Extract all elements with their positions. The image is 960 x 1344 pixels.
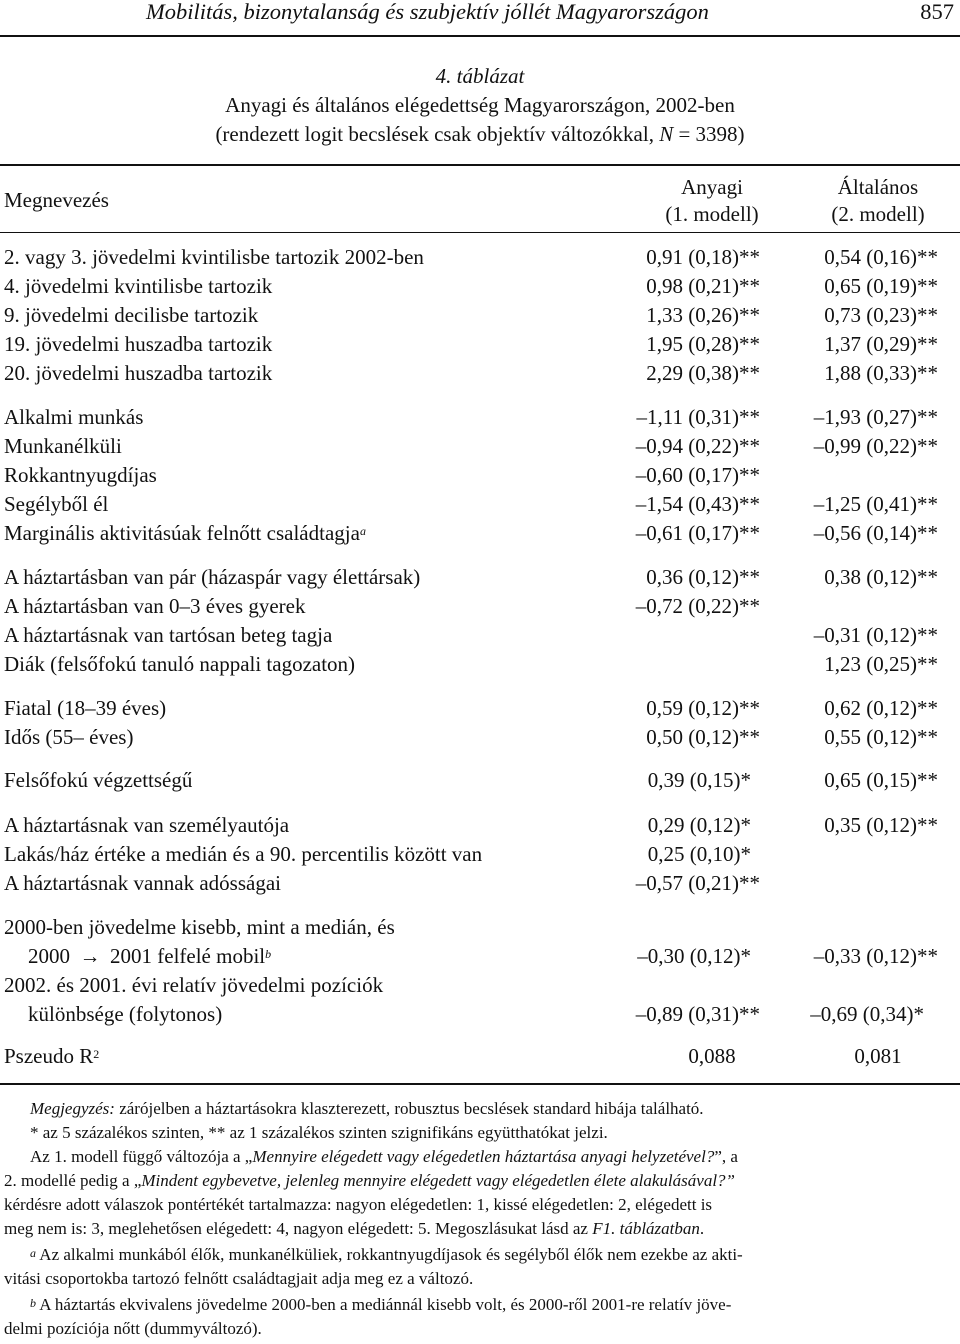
table-row: [0, 272, 960, 301]
table-row: [0, 563, 960, 592]
model1-value: 0,98 (0,21)**: [646, 274, 760, 298]
row-label: Felsőfokú végzettségű: [4, 768, 193, 792]
row-label: 2. vagy 3. jövedelmi kvintilisbe tartozik 2002-ben: [4, 245, 424, 269]
table-row: [0, 650, 960, 679]
note-line: [4, 1145, 958, 1169]
model2-value: 0,55 (0,12)**: [824, 725, 938, 749]
row-label: különbsége (folytonos): [28, 1002, 223, 1026]
model1-value: 0,088: [688, 1044, 736, 1068]
running-header: [0, 0, 960, 30]
col-header-model1: [632, 174, 792, 228]
table-row: [0, 694, 960, 723]
row-label: A háztartásban van 0–3 éves gyerek: [4, 594, 306, 618]
footnote-b: [4, 1293, 958, 1317]
table-row: [0, 519, 960, 548]
model1-value: 0,59 (0,12)**: [646, 696, 760, 720]
table-row: [0, 1042, 960, 1071]
model1-value: 1,33 (0,26)**: [646, 303, 760, 327]
table-row: [0, 403, 960, 432]
col-header-model1-line1: Anyagi: [681, 175, 743, 199]
model2-value: –0,69 (0,34)*: [810, 1002, 924, 1026]
table-row: [0, 1000, 960, 1029]
table-subtitle: (rendezett logit becslések csak objektív változókkal, N = 3398): [215, 122, 745, 146]
table-label: 4. táblázat: [435, 64, 525, 88]
model1-value: 2,29 (0,38)**: [646, 361, 760, 385]
row-label-year: 2000: [28, 944, 70, 968]
row-label: A háztartásnak van tartósan beteg tagja: [4, 623, 333, 647]
note-text: zárójelben a háztartásokra klaszterezett, robusztus becslések standard hibája található.: [114, 1099, 704, 1118]
table-row: [0, 766, 960, 795]
note-text: 2. modellé pedig a „: [4, 1171, 142, 1190]
table-row: [0, 490, 960, 519]
model2-value: 0,35 (0,12)**: [824, 813, 938, 837]
row-label: Rokkantnyugdíjas: [4, 463, 157, 487]
table-row: [0, 942, 960, 971]
row-label: 9. jövedelmi decilisbe tartozik: [4, 303, 259, 327]
note-text: A háztartás ekvivalens jövedelme 2000-ben a mediánnál kisebb volt, és 2000-ről 2001-re relatív jöve-: [36, 1295, 732, 1314]
note-line: [4, 1169, 958, 1193]
col-header-model2: [798, 174, 958, 228]
row-label: [28, 942, 271, 971]
model2-value: –1,25 (0,41)**: [813, 492, 938, 516]
model1-value: 0,50 (0,12)**: [646, 725, 760, 749]
note-line: delmi pozíciója nőtt (dummyváltozó).: [4, 1319, 262, 1338]
footnote-marker: b: [265, 947, 272, 961]
table-row: [0, 840, 960, 869]
model1-value: –0,30 (0,12)*: [637, 944, 751, 968]
model2-value: 0,081: [854, 1044, 902, 1068]
table-title: Anyagi és általános elégedettség Magyarországon, 2002-ben: [225, 93, 735, 117]
note-line: * az 5 százalékos szinten, ** az 1 százalékos szinten szignifikáns együtthatókat jelzi.: [30, 1123, 608, 1142]
note-text: Az 1. modell függő változója a „: [30, 1147, 253, 1166]
footnote-marker: b: [30, 1296, 36, 1310]
row-label: A háztartásban van pár (házaspár vagy élettársak): [4, 565, 421, 589]
row-label: [4, 1042, 99, 1071]
model2-value: 0,62 (0,12)**: [824, 696, 938, 720]
header-rule: [0, 35, 960, 37]
note-label: Megjegyzés:: [30, 1099, 115, 1118]
table-row: [0, 811, 960, 840]
row-label: 19. jövedelmi huszadba tartozik: [4, 332, 273, 356]
model1-value: –0,89 (0,31)**: [635, 1002, 760, 1026]
model2-value: 0,65 (0,15)**: [824, 768, 938, 792]
model1-value: –1,54 (0,43)**: [635, 492, 760, 516]
model2-value: –0,33 (0,12)**: [813, 944, 938, 968]
row-label: Diák (felsőfokú tanuló nappali tagozaton): [4, 652, 356, 676]
table-row: [0, 913, 960, 942]
model1-value: 0,25 (0,10)*: [647, 842, 751, 866]
note-text: meg nem is: 3, meglehetősen elégedett: 4, nagyon elégedett: 5. Megoszlásukat lásd az: [4, 1219, 593, 1238]
model2-value: –0,31 (0,12)**: [813, 623, 938, 647]
model1-value: –1,11 (0,31)**: [636, 405, 760, 429]
table-row: [0, 432, 960, 461]
arrow-right-icon: →: [79, 944, 101, 968]
row-label-text: Marginális aktivitásúak felnőtt családtagja: [4, 521, 360, 545]
model1-value: 0,29 (0,12)*: [647, 813, 751, 837]
note-text: ”, a: [714, 1147, 738, 1166]
row-label-text: 2001 felfelé mobil: [110, 944, 266, 968]
model2-value: 1,23 (0,25)**: [824, 652, 938, 676]
model2-value: 1,88 (0,33)**: [824, 361, 938, 385]
note-text: ”: [725, 1171, 736, 1190]
model2-value: –0,99 (0,22)**: [813, 434, 938, 458]
model1-value: –0,60 (0,17)**: [635, 463, 760, 487]
row-label: Segélyből él: [4, 492, 109, 516]
table-row: [0, 301, 960, 330]
model1-value: –0,94 (0,22)**: [635, 434, 760, 458]
model2-value: 0,54 (0,16)**: [824, 245, 938, 269]
model1-value: –0,57 (0,21)**: [635, 871, 760, 895]
col-header-model2-line2: (2. modell): [831, 202, 925, 226]
note-line: [4, 1217, 958, 1241]
model2-value: –0,56 (0,14)**: [813, 521, 938, 545]
model1-value: 0,36 (0,12)**: [646, 565, 760, 589]
row-label: Idős (55– éves): [4, 725, 134, 749]
table-row: [0, 461, 960, 490]
row-label: A háztartásnak vannak adósságai: [4, 871, 281, 895]
model1-value: 1,95 (0,28)**: [646, 332, 760, 356]
col-header-model1-line2: (1. modell): [665, 202, 759, 226]
note-question: Mennyire elégedett vagy elégedetlen háztartása anyagi helyzetével?: [252, 1147, 715, 1166]
note-line: vitási csoportokba tartozó felnőtt családtagjait adja meg ez a változó.: [4, 1269, 474, 1288]
table-row: [0, 971, 960, 1000]
model2-value: –1,93 (0,27)**: [813, 405, 938, 429]
row-label: 2000-ben jövedelme kisebb, mint a medián, és: [4, 915, 395, 939]
row-label: A háztartásnak van személyautója: [4, 813, 290, 837]
col-header-model2-line1: Általános: [837, 175, 919, 199]
note-text: Az alkalmi munkából élők, munkanélküliek, rokkantnyugdíjasok és segélyből élők nem ezekbe az akti-: [36, 1245, 743, 1264]
table-row: [0, 359, 960, 388]
note-line: [4, 1097, 958, 1121]
page-number: 857: [920, 0, 954, 24]
note-text: .: [699, 1219, 705, 1238]
row-label: [4, 519, 366, 548]
row-label: Alkalmi munkás: [4, 405, 144, 429]
table-top-rule: [0, 164, 960, 166]
note-question: Mindent egybevetve, jelenleg mennyire elégedett vagy elégedetlen élete alakulásával?: [141, 1171, 726, 1190]
table-row: [0, 592, 960, 621]
col-header-name: Megnevezés: [4, 188, 109, 212]
table-row: [0, 243, 960, 272]
table-bottom-rule: [0, 1083, 960, 1085]
row-label: 20. jövedelmi huszadba tartozik: [4, 361, 273, 385]
model2-value: 1,37 (0,29)**: [824, 332, 938, 356]
footnote-a: [4, 1243, 958, 1267]
row-label: Lakás/ház értéke a medián és a 90. percentilis között van: [4, 842, 483, 866]
running-title: Mobilitás, bizonytalanság és szubjektív jóllét Magyarországon: [146, 0, 709, 24]
model2-value: 0,38 (0,12)**: [824, 565, 938, 589]
table-row: [0, 723, 960, 752]
table-row: [0, 330, 960, 359]
note-line: kérdésre adott válaszok pontértékét tartalmazza: nagyon elégedetlen: 1, kissé elégedetlen: 2, elégedett is: [4, 1195, 713, 1214]
footnote-marker: a: [359, 524, 366, 538]
model1-value: –0,72 (0,22)**: [635, 594, 760, 618]
header-bottom-rule: [0, 232, 960, 233]
note-reference: F1. táblázatban: [592, 1219, 700, 1238]
row-label: Fiatal (18–39 éves): [4, 696, 167, 720]
model2-value: 0,73 (0,23)**: [824, 303, 938, 327]
model1-value: 0,39 (0,15)*: [647, 768, 751, 792]
row-label: Munkanélküli: [4, 434, 122, 458]
row-label: 2002. és 2001. évi relatív jövedelmi pozíciók: [4, 973, 384, 997]
row-label-text: Pszeudo R: [4, 1044, 94, 1068]
table-row: [0, 621, 960, 650]
table-row: [0, 869, 960, 898]
footnote-marker: a: [30, 1246, 36, 1260]
superscript: 2: [93, 1047, 100, 1061]
row-label: 4. jövedelmi kvintilisbe tartozik: [4, 274, 273, 298]
model1-value: 0,91 (0,18)**: [646, 245, 760, 269]
model2-value: 0,65 (0,19)**: [824, 274, 938, 298]
model1-value: –0,61 (0,17)**: [635, 521, 760, 545]
